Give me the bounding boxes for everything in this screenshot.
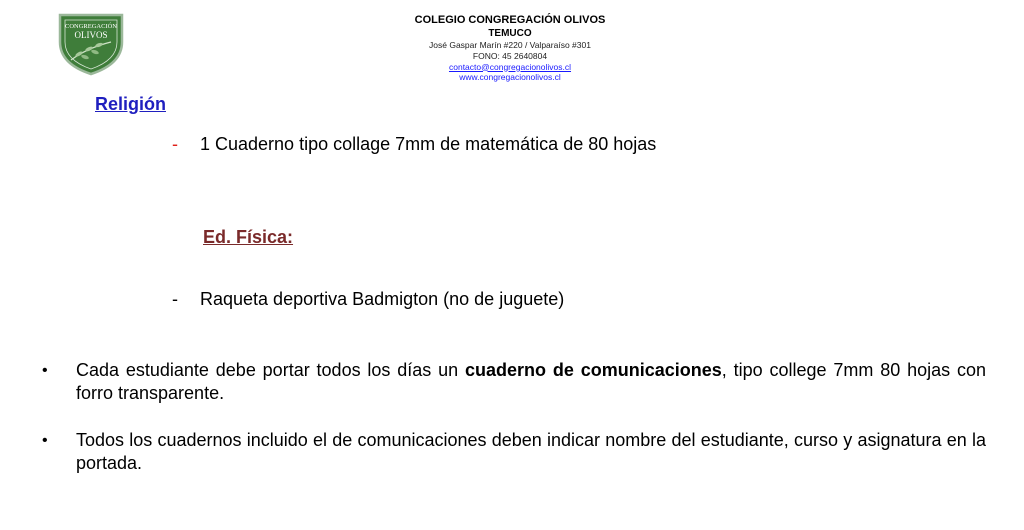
list-item-text: 1 Cuaderno tipo collage 7mm de matemática de 80 hojas <box>200 134 657 154</box>
bullet-marker: • <box>42 432 48 449</box>
section-title-edfisica: Ed. Física: <box>203 227 294 247</box>
school-logo <box>57 12 125 76</box>
school-address: José Gaspar Marín #220 / Valparaíso #301 <box>429 40 591 51</box>
school-website-link[interactable]: www.congregacionolivos.cl <box>459 72 561 83</box>
note-text-bold: cuaderno de comunicaciones <box>465 360 722 380</box>
letterhead <box>360 14 660 83</box>
note-text-part: Cada estudiante debe portar todos los días un <box>76 360 466 380</box>
bullet-marker: • <box>42 362 48 379</box>
school-phone: FONO: 45 2640804 <box>472 50 548 61</box>
list-item-edfisica <box>172 289 564 310</box>
note-text: Todos los cuadernos incluido el de comunicaciones deben indicar nombre del estudiante, curso y asignatura en la portada. <box>76 430 986 473</box>
list-marker: - <box>172 134 178 154</box>
logo-text-top: CONGREGACIÓN <box>65 23 117 30</box>
list-item-religion <box>172 134 656 155</box>
school-name: COLEGIO CONGREGACIÓN OLIVOS <box>414 14 606 26</box>
note-item <box>40 359 986 405</box>
school-email-link[interactable]: contacto@congregacionolivos.cl <box>448 61 572 72</box>
list-marker: - <box>172 289 178 309</box>
school-city: TEMUCO <box>488 27 532 39</box>
section-title-religion: Religión <box>95 94 166 114</box>
note-item <box>40 429 986 475</box>
note-text-part: , tipo college 7mm 80 hojas con forro transparente. <box>76 360 986 403</box>
list-item-text: Raqueta deportiva Badmigton (no de juguete) <box>200 289 565 309</box>
notes-list <box>40 359 986 499</box>
logo-text-bottom: OLIVOS <box>74 30 108 40</box>
note-text <box>76 359 986 405</box>
